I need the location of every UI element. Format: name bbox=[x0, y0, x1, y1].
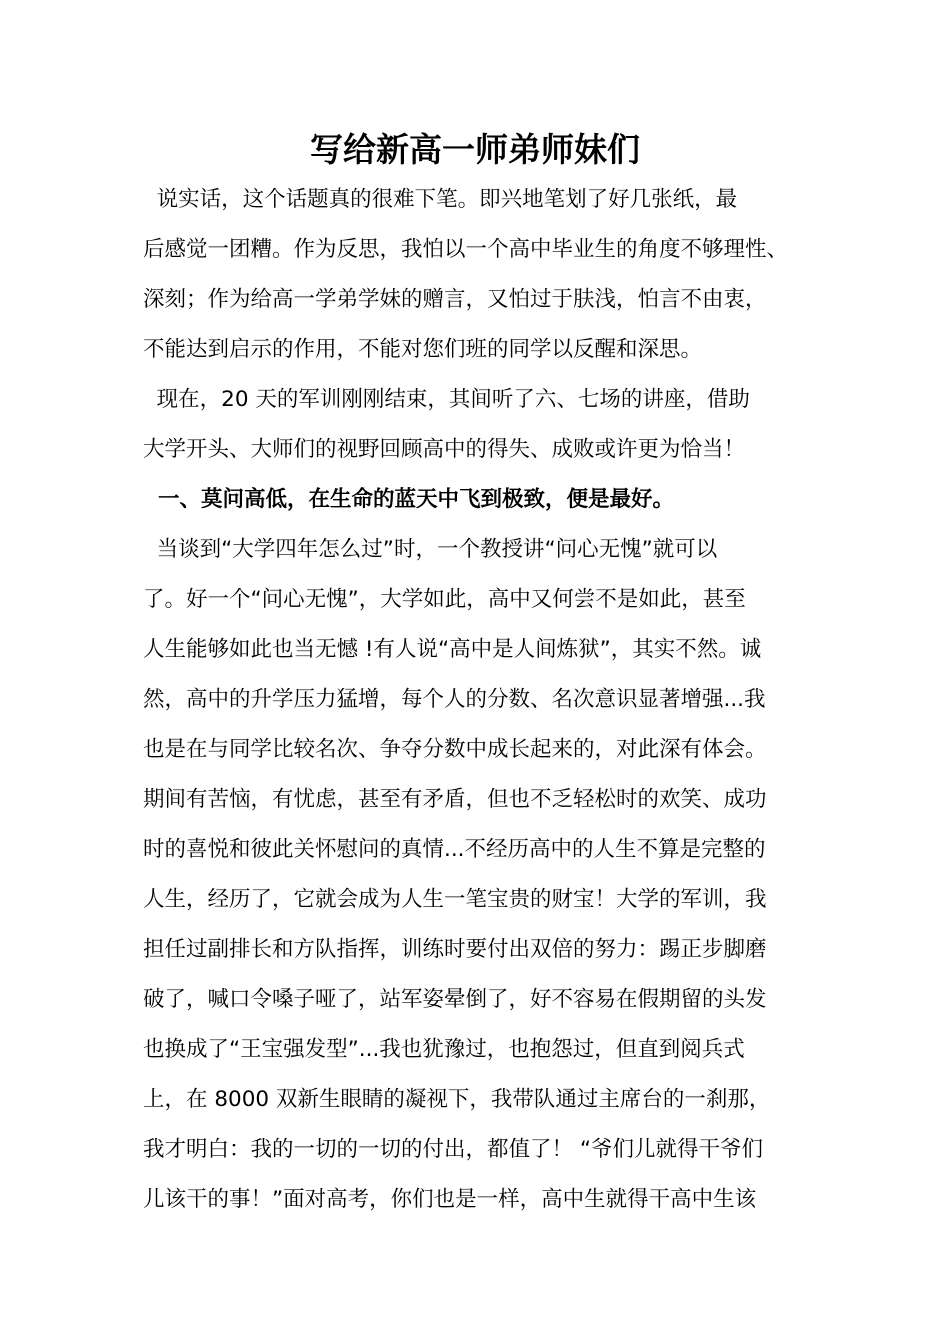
paragraph-line: 担任过副排长和方队指挥，训练时要付出双倍的努力：踢正步脚磨 bbox=[143, 937, 767, 962]
paragraph-line: 也换成了“王宝强发型”...我也犹豫过，也抱怨过，但直到阅兵式 bbox=[143, 1037, 745, 1062]
paragraph-line: 时的喜悦和彼此关怀慰问的真情...不经历高中的人生不算是完整的 bbox=[143, 837, 766, 862]
paragraph-line: 后感觉一团糟。作为反思，我怕以一个高中毕业生的角度不够理性、 bbox=[143, 237, 789, 262]
paragraph-line: 儿该干的事！”面对高考，你们也是一样，高中生就得干高中生该 bbox=[143, 1187, 757, 1212]
paragraph-line: 上，在 8000 双新生眼睛的凝视下，我带队通过主席台的一刹那， bbox=[143, 1087, 771, 1112]
document-title: 写给新高一师弟师妹们 bbox=[310, 130, 640, 169]
paragraph-line: 大学开头、大师们的视野回顾高中的得失、成败或许更为恰当！ bbox=[143, 437, 746, 462]
section-heading-line: 一、莫问高低，在生命的蓝天中飞到极致，便是最好。 bbox=[143, 487, 674, 512]
paragraph-line: 说实话，这个话题真的很难下笔。即兴地笔划了好几张纸，最 bbox=[143, 187, 738, 212]
paragraph-line: 也是在与同学比较名次、争夺分数中成长起来的，对此深有体会。 bbox=[143, 737, 767, 762]
paragraph-line: 期间有苦恼，有忧虑，甚至有矛盾，但也不乏轻松时的欢笑、成功 bbox=[143, 787, 767, 812]
paragraph-line: 我才明白：我的一切的一切的付出，都值了！ “爷们儿就得干爷们 bbox=[143, 1137, 763, 1162]
paragraph-line: 破了，喊口令嗓子哑了，站军姿晕倒了，好不容易在假期留的头发 bbox=[143, 987, 767, 1012]
paragraph-line: 现在，20 天的军训刚刚结束，其间听了六、七场的讲座，借助 bbox=[143, 387, 750, 412]
paragraph-line: 当谈到“大学四年怎么过”时，一个教授讲“问心无愧”就可以 bbox=[143, 537, 718, 562]
paragraph-line: 人生，经历了，它就会成为人生一笔宝贵的财宝！大学的军训，我 bbox=[143, 887, 767, 912]
paragraph-line: 人生能够如此也当无憾 !有人说“高中是人间炼狱”，其实不然。诚 bbox=[143, 637, 762, 662]
paragraph-line: 然，高中的升学压力猛增，每个人的分数、名次意识显著增强...我 bbox=[143, 687, 766, 712]
paragraph-line: 深刻；作为给高一学弟学妹的赠言，又怕过于肤浅，怕言不由衷， bbox=[143, 287, 767, 312]
paragraph-line: 了。好一个“问心无愧”，大学如此，高中又何尝不是如此，甚至 bbox=[143, 587, 746, 612]
document-body bbox=[143, 175, 807, 1225]
paragraph-line: 不能达到启示的作用，不能对您们班的同学以反醒和深思。 bbox=[143, 337, 703, 362]
